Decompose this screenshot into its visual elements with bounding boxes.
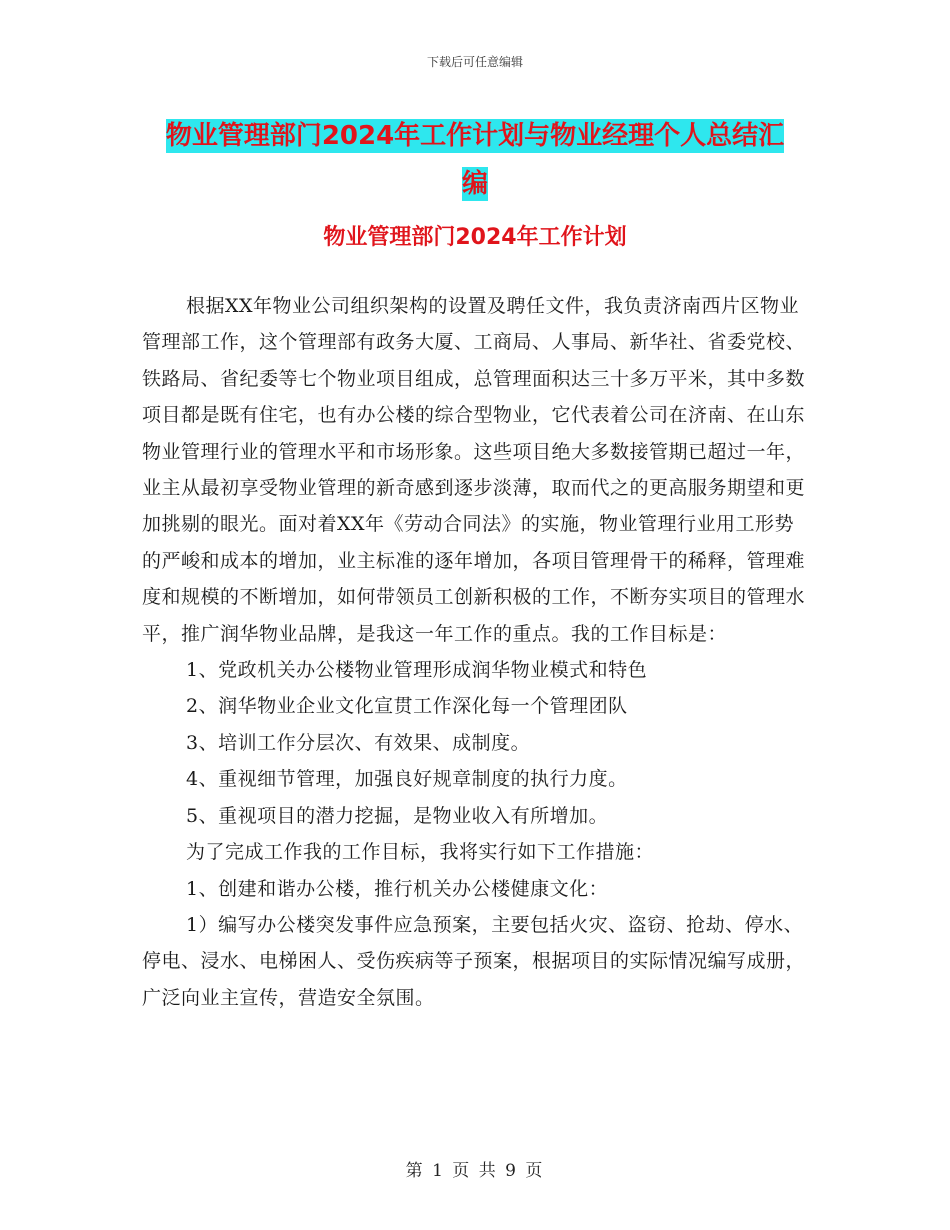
title-line-2: 编 bbox=[461, 169, 488, 199]
measure-subitem: 1）编写办公楼突发事件应急预案，主要包括火灾、盗窃、抢劫、停水、停电、浸水、电梯困人、受伤疾病等子预案，根据项目的实际情况编写成册，广泛向业主宣传，营造安全氛围。 bbox=[142, 913, 806, 1009]
goal-item: 3、培训工作分层次、有效果、成制度。 bbox=[186, 731, 531, 754]
page-footer: 第 1 页 共 9 页 bbox=[405, 1161, 545, 1181]
goal-item: 1、党政机关办公楼物业管理形成润华物业模式和特色 bbox=[186, 659, 648, 682]
section-title: 物业管理部门2024年工作计划 bbox=[323, 225, 627, 250]
goal-item: 2、润华物业企业文化宣贯工作深化每一个管理团队 bbox=[186, 695, 628, 718]
goal-item: 5、重视项目的潜力挖掘，是物业收入有所增加。 bbox=[186, 804, 609, 827]
measure-item: 1、创建和谐办公楼，推行机关办公楼健康文化： bbox=[186, 877, 609, 900]
goal-item: 4、重视细节管理，加强良好规章制度的执行力度。 bbox=[186, 768, 628, 791]
header-note: 下载后可任意编辑 bbox=[426, 55, 523, 69]
document-body bbox=[142, 288, 808, 1016]
title-line-1: 物业管理部门2024年工作计划与物业经理个人总结汇 bbox=[165, 121, 785, 151]
measures-intro: 为了完成工作我的工作目标，我将实行如下工作措施： bbox=[186, 841, 655, 864]
document-title bbox=[150, 112, 800, 208]
intro-paragraph: 根据XX年物业公司组织架构的设置及聘任文件，我负责济南西片区物业管理部工作，这个管理部有政务大厦、工商局、人事局、新华社、省委党校、铁路局、省纪委等七个物业项目组成，总管理面积达三十多万平米，其中多数项目都是既有住宅，也有办公楼的综合型物业，它代表着公司在济南、在山东物业管理行业的管理水平和市场形象。这些项目绝大多数接管期已超过一年，业主从最初享受物业管理的新奇感到逐步淡薄，取而代之的更高服务期望和更加挑剔的眼光。面对着XX年《劳动合同法》的实施，物业管理行业用工形势的严峻和成本的增加，业主标准的逐年增加，各项目管理骨干的稀释，管理难度和规模的不断增加，如何带领员工创新积极的工作，不断夯实项目的管理水平，推广润华物业品牌，是我这一年工作的重点。我的工作目标是： bbox=[142, 295, 806, 645]
